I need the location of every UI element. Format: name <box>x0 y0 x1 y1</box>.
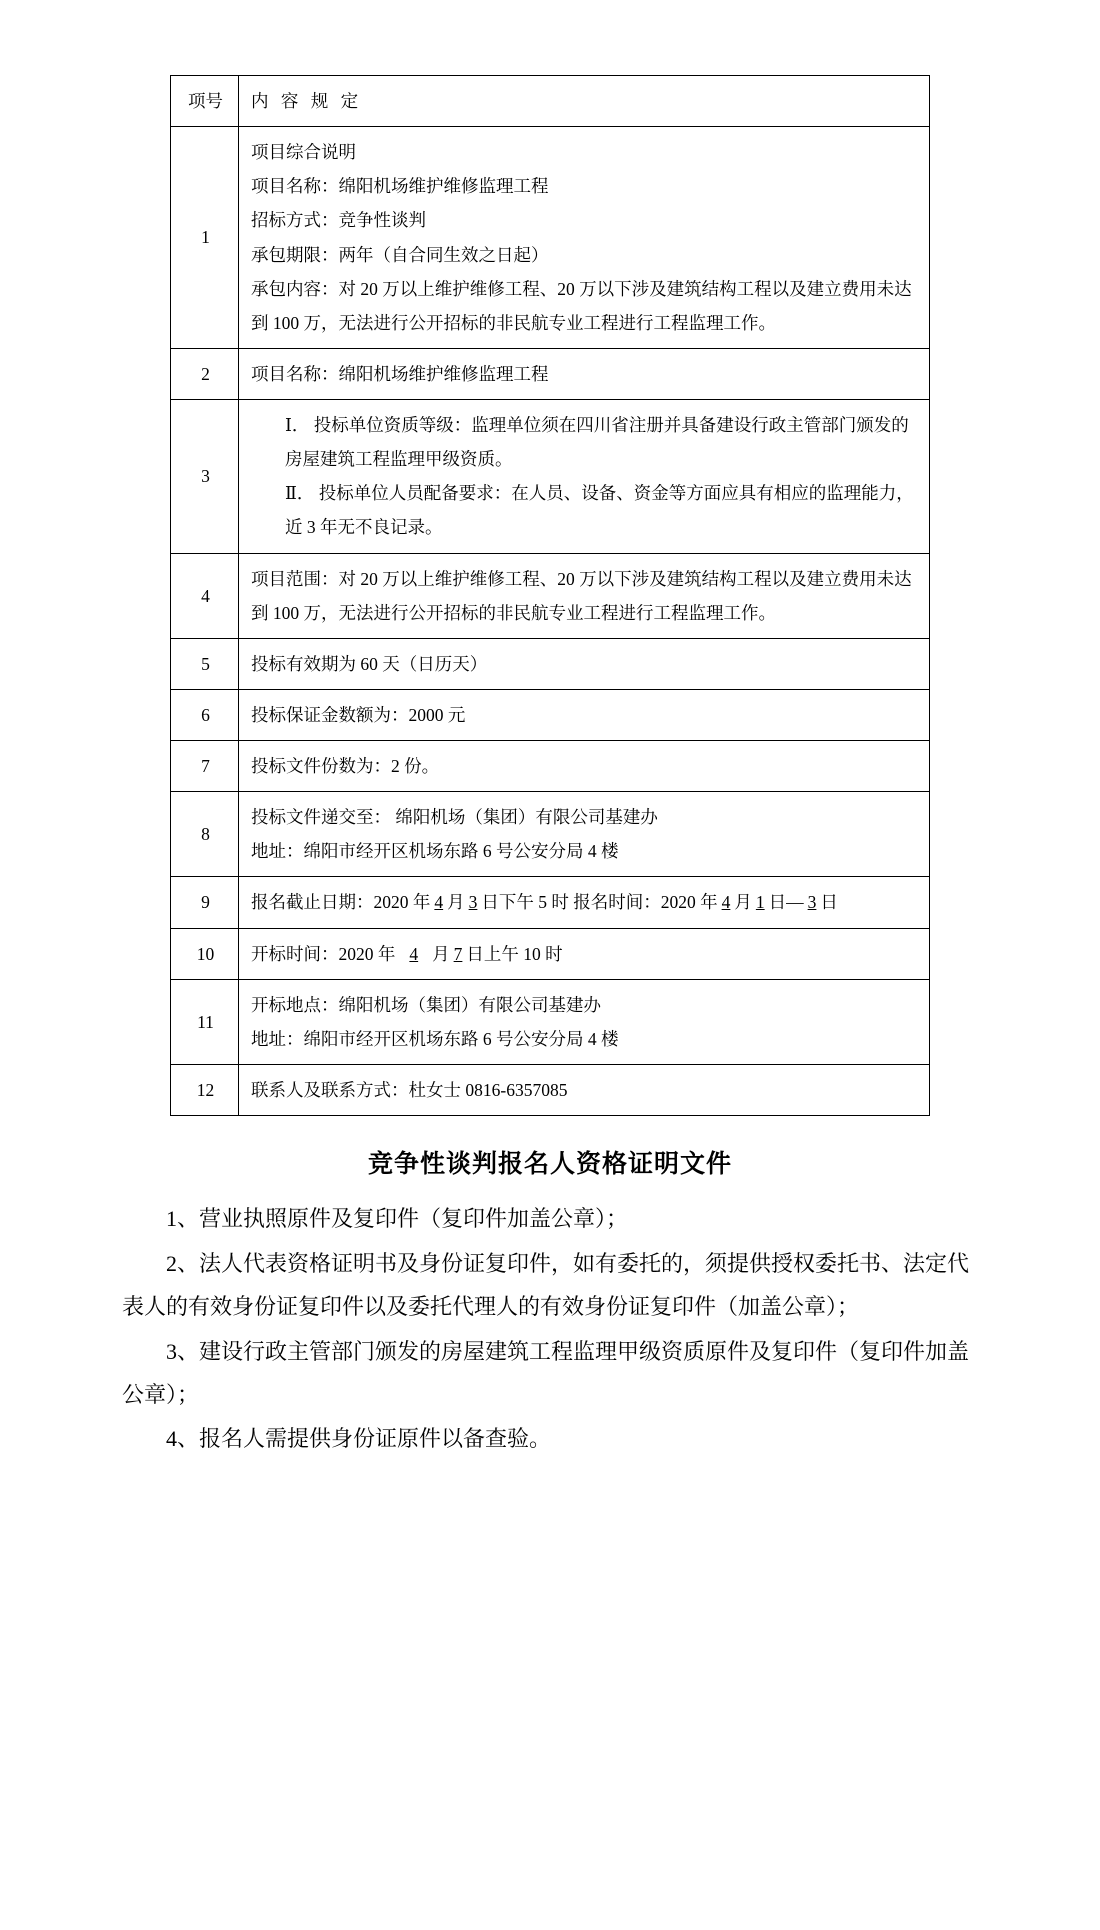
qualification-item: 3、建设行政主管部门颁发的房屋建筑工程监理甲级资质原件及复印件（复印件加盖公章）； <box>122 1338 970 1407</box>
cell-line: 项目名称：绵阳机场维护维修监理工程 <box>251 363 549 384</box>
section-title: 竞争性谈判报名人资格证明文件 <box>367 1151 732 1178</box>
deadline-day-value: 3 <box>468 892 478 913</box>
registration-day-end: 3 <box>807 892 817 913</box>
deadline-label: 报名截止日期：2020 年 <box>251 892 431 913</box>
cell-line: 投标文件份数为：2 份。 <box>251 756 440 776</box>
opening-month-value: 4 <box>409 943 419 964</box>
row-number: 3 <box>171 400 239 554</box>
row-number: 6 <box>171 689 239 740</box>
header-cell-num: 项号 <box>171 76 239 127</box>
cell-line: 投标保证金数额为：2000 元 <box>251 704 466 725</box>
cell-line: 项目综合说明 <box>251 142 356 163</box>
cell-line: 承包内容：对 20 万以上维护维修工程、20 万以下涉及建筑结构工程以及建立费用未达到 100 万，无法进行公开招标的非民航专业工程进行工程监理工作。 <box>251 278 912 333</box>
row-number: 1 <box>171 127 239 349</box>
table-row <box>171 553 930 638</box>
qualification-item: 4、报名人需提供身份证原件以备查验。 <box>166 1426 552 1452</box>
cell-line: 投标文件递交至： 绵阳机场（集团）有限公司基建办 <box>251 807 658 828</box>
row-content <box>239 1064 930 1115</box>
row-number: 10 <box>171 928 239 979</box>
row-content <box>239 689 930 740</box>
row-content <box>239 127 930 349</box>
table-row <box>171 979 930 1064</box>
cell-line: 投标有效期为 60 天（日历天） <box>251 653 488 674</box>
row-number: 12 <box>171 1064 239 1115</box>
cell-line: Ⅰ． 投标单位资质等级：监理单位须在四川省注册并具备建设行政主管部门颁发的房屋建筑工程监理甲级资质。 <box>285 415 909 470</box>
deadline-month-value: 4 <box>434 892 444 913</box>
row-content <box>239 792 930 877</box>
registration-mid: 日— <box>768 892 804 913</box>
cell-line <box>251 937 919 971</box>
cell-line: 联系人及联系方式：杜女士 0816-6357085 <box>251 1079 568 1100</box>
row-number: 9 <box>171 877 239 928</box>
opening-time-label: 开标时间：2020 年 <box>251 943 396 964</box>
row-content <box>239 553 930 638</box>
cell-line <box>251 885 919 919</box>
cell-line: 开标地点：绵阳机场（集团）有限公司基建办 <box>251 994 601 1015</box>
notice-table-wrapper <box>70 75 1030 1116</box>
row-number: 5 <box>171 638 239 689</box>
row-content-registration-deadline <box>239 877 930 928</box>
cell-line: 项目范围：对 20 万以上维护维修工程、20 万以下涉及建筑结构工程以及建立费用未达到 100 万，无法进行公开招标的非民航专业工程进行工程监理工作。 <box>251 568 912 623</box>
row-number: 4 <box>171 553 239 638</box>
table-row <box>171 928 930 979</box>
table-row <box>171 127 930 349</box>
row-number: 2 <box>171 348 239 399</box>
bid-notice-table <box>170 75 930 1116</box>
table-row <box>171 1064 930 1115</box>
registration-month-unit: 月 <box>734 892 752 913</box>
table-row <box>171 638 930 689</box>
row-content <box>239 400 930 554</box>
row-number: 8 <box>171 792 239 877</box>
registration-month-value: 4 <box>721 892 731 913</box>
deadline-month-unit: 月 <box>447 892 465 913</box>
cell-line: 地址：绵阳市经开区机场东路 6 号公安分局 4 楼 <box>251 841 619 862</box>
row-content <box>239 638 930 689</box>
deadline-suffix: 日下午 5 时 <box>481 892 569 913</box>
opening-day-value: 7 <box>453 943 463 964</box>
table-row <box>171 400 930 554</box>
qualification-item: 1、营业执照原件及复印件（复印件加盖公章）； <box>166 1206 629 1231</box>
row-content-bid-opening-time <box>239 928 930 979</box>
cell-line: 招标方式：竞争性谈判 <box>251 210 426 231</box>
registration-day-unit: 日 <box>820 892 838 913</box>
row-content <box>239 348 930 399</box>
row-number: 7 <box>171 741 239 792</box>
opening-suffix: 日上午 10 时 <box>466 943 563 964</box>
qualification-item: 2、法人代表资格证明书及身份证复印件，如有委托的，须提供授权委托书、法定代表人的有效身份证复印件以及委托代理人的有效身份证复印件（加盖公章）； <box>122 1250 970 1319</box>
opening-month-unit: 月 <box>432 943 450 964</box>
registration-day-start: 1 <box>755 892 765 913</box>
cell-line: 地址：绵阳市经开区机场东路 6 号公安分局 4 楼 <box>251 1028 619 1049</box>
cell-line: 项目名称：绵阳机场维护维修监理工程 <box>251 176 549 197</box>
table-header-row <box>171 76 930 127</box>
row-content <box>239 741 930 792</box>
row-number: 11 <box>171 979 239 1064</box>
registration-time-label: 报名时间：2020 年 <box>573 892 718 913</box>
row-content <box>239 979 930 1064</box>
table-row <box>171 348 930 399</box>
header-cell-content: 内 容 规 定 <box>239 76 930 127</box>
table-row <box>171 689 930 740</box>
table-row <box>171 877 930 928</box>
cell-line: 承包期限：两年（自合同生效之日起） <box>251 244 549 265</box>
cell-line: Ⅱ． 投标单位人员配备要求：在人员、设备、资金等方面应具有相应的监理能力，近 3 年无不良记录。 <box>285 483 914 538</box>
table-row <box>171 792 930 877</box>
table-row <box>171 741 930 792</box>
